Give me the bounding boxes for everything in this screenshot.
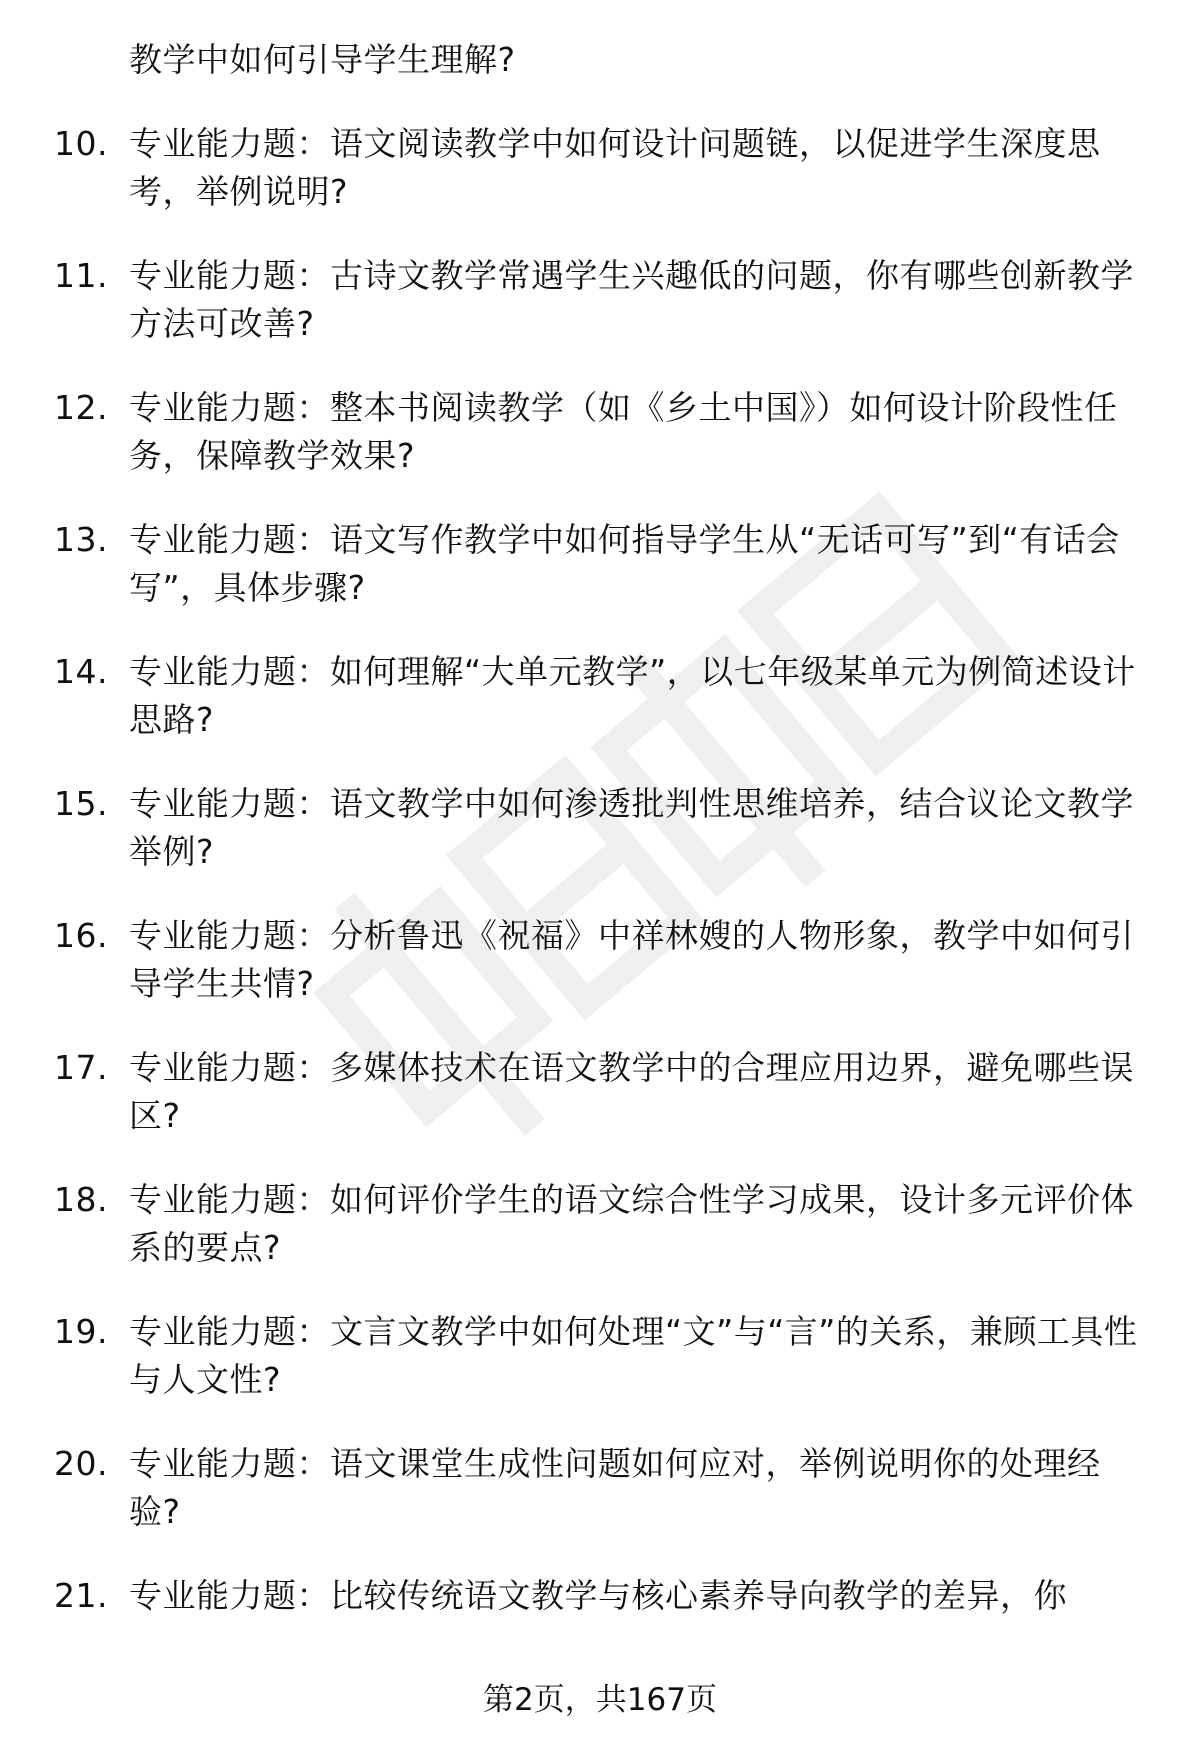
question-number: 21.	[54, 1576, 108, 1615]
content-area	[0, 36, 1200, 1620]
question-item	[0, 1572, 1200, 1620]
question-number: 19.	[54, 1312, 108, 1351]
question-item	[0, 384, 1200, 480]
question-list	[0, 120, 1200, 1620]
question-text: 专业能力题：古诗文教学常遇学生兴趣低的问题，你有哪些创新教学方法可改善?	[129, 256, 1134, 343]
question-item	[0, 252, 1200, 348]
question-item	[0, 912, 1200, 1008]
question-item	[0, 1308, 1200, 1404]
question-text: 专业能力题：文言文教学中如何处理“文”与“言”的关系，兼顾工具性与人文性?	[129, 1312, 1138, 1399]
question-item	[0, 780, 1200, 876]
page-footer: 第2页，共167页	[483, 1682, 717, 1718]
question-number: 17.	[54, 1048, 108, 1087]
question-text: 专业能力题：如何评价学生的语文综合性学习成果，设计多元评价体系的要点?	[129, 1180, 1134, 1267]
question-item	[0, 1176, 1200, 1272]
question-number: 13.	[54, 520, 108, 559]
question-text: 专业能力题：多媒体技术在语文教学中的合理应用边界，避免哪些误区?	[129, 1048, 1134, 1135]
question-number: 14.	[54, 652, 108, 691]
question-text: 专业能力题：语文课堂生成性问题如何应对，举例说明你的处理经验?	[129, 1444, 1101, 1531]
question-item	[0, 516, 1200, 612]
question-number: 12.	[54, 388, 108, 427]
question-text: 专业能力题：比较传统语文教学与核心素养导向教学的差异，你	[129, 1576, 1067, 1615]
question-text: 专业能力题：语文阅读教学中如何设计问题链，以促进学生深度思考，举例说明?	[129, 124, 1101, 211]
question-item	[0, 1440, 1200, 1536]
question-text: 专业能力题：语文教学中如何渗透批判性思维培养，结合议论文教学举例?	[129, 784, 1134, 871]
question-item	[0, 648, 1200, 744]
question-text: 专业能力题：如何理解“大单元教学”，以七年级某单元为例简述设计思路?	[129, 652, 1136, 739]
question-text: 专业能力题：整本书阅读教学（如《乡土中国》）如何设计阶段性任务，保障教学效果?	[129, 388, 1118, 475]
question-text: 专业能力题：语文写作教学中如何指导学生从“无话可写”到“有话会写”，具体步骤?	[129, 520, 1120, 607]
question-text: 专业能力题：分析鲁迅《祝福》中祥林嫂的人物形象，教学中如何引导学生共情?	[129, 916, 1134, 1003]
question-number: 18.	[54, 1180, 108, 1219]
question-item	[0, 1044, 1200, 1140]
question-number: 15.	[54, 784, 108, 823]
question-number: 20.	[54, 1444, 108, 1483]
question-number: 16.	[54, 916, 108, 955]
question-number: 11.	[54, 256, 108, 295]
question-item	[0, 120, 1200, 216]
continued-question-text: 教学中如何引导学生理解?	[129, 40, 516, 79]
question-number: 10.	[54, 124, 108, 163]
